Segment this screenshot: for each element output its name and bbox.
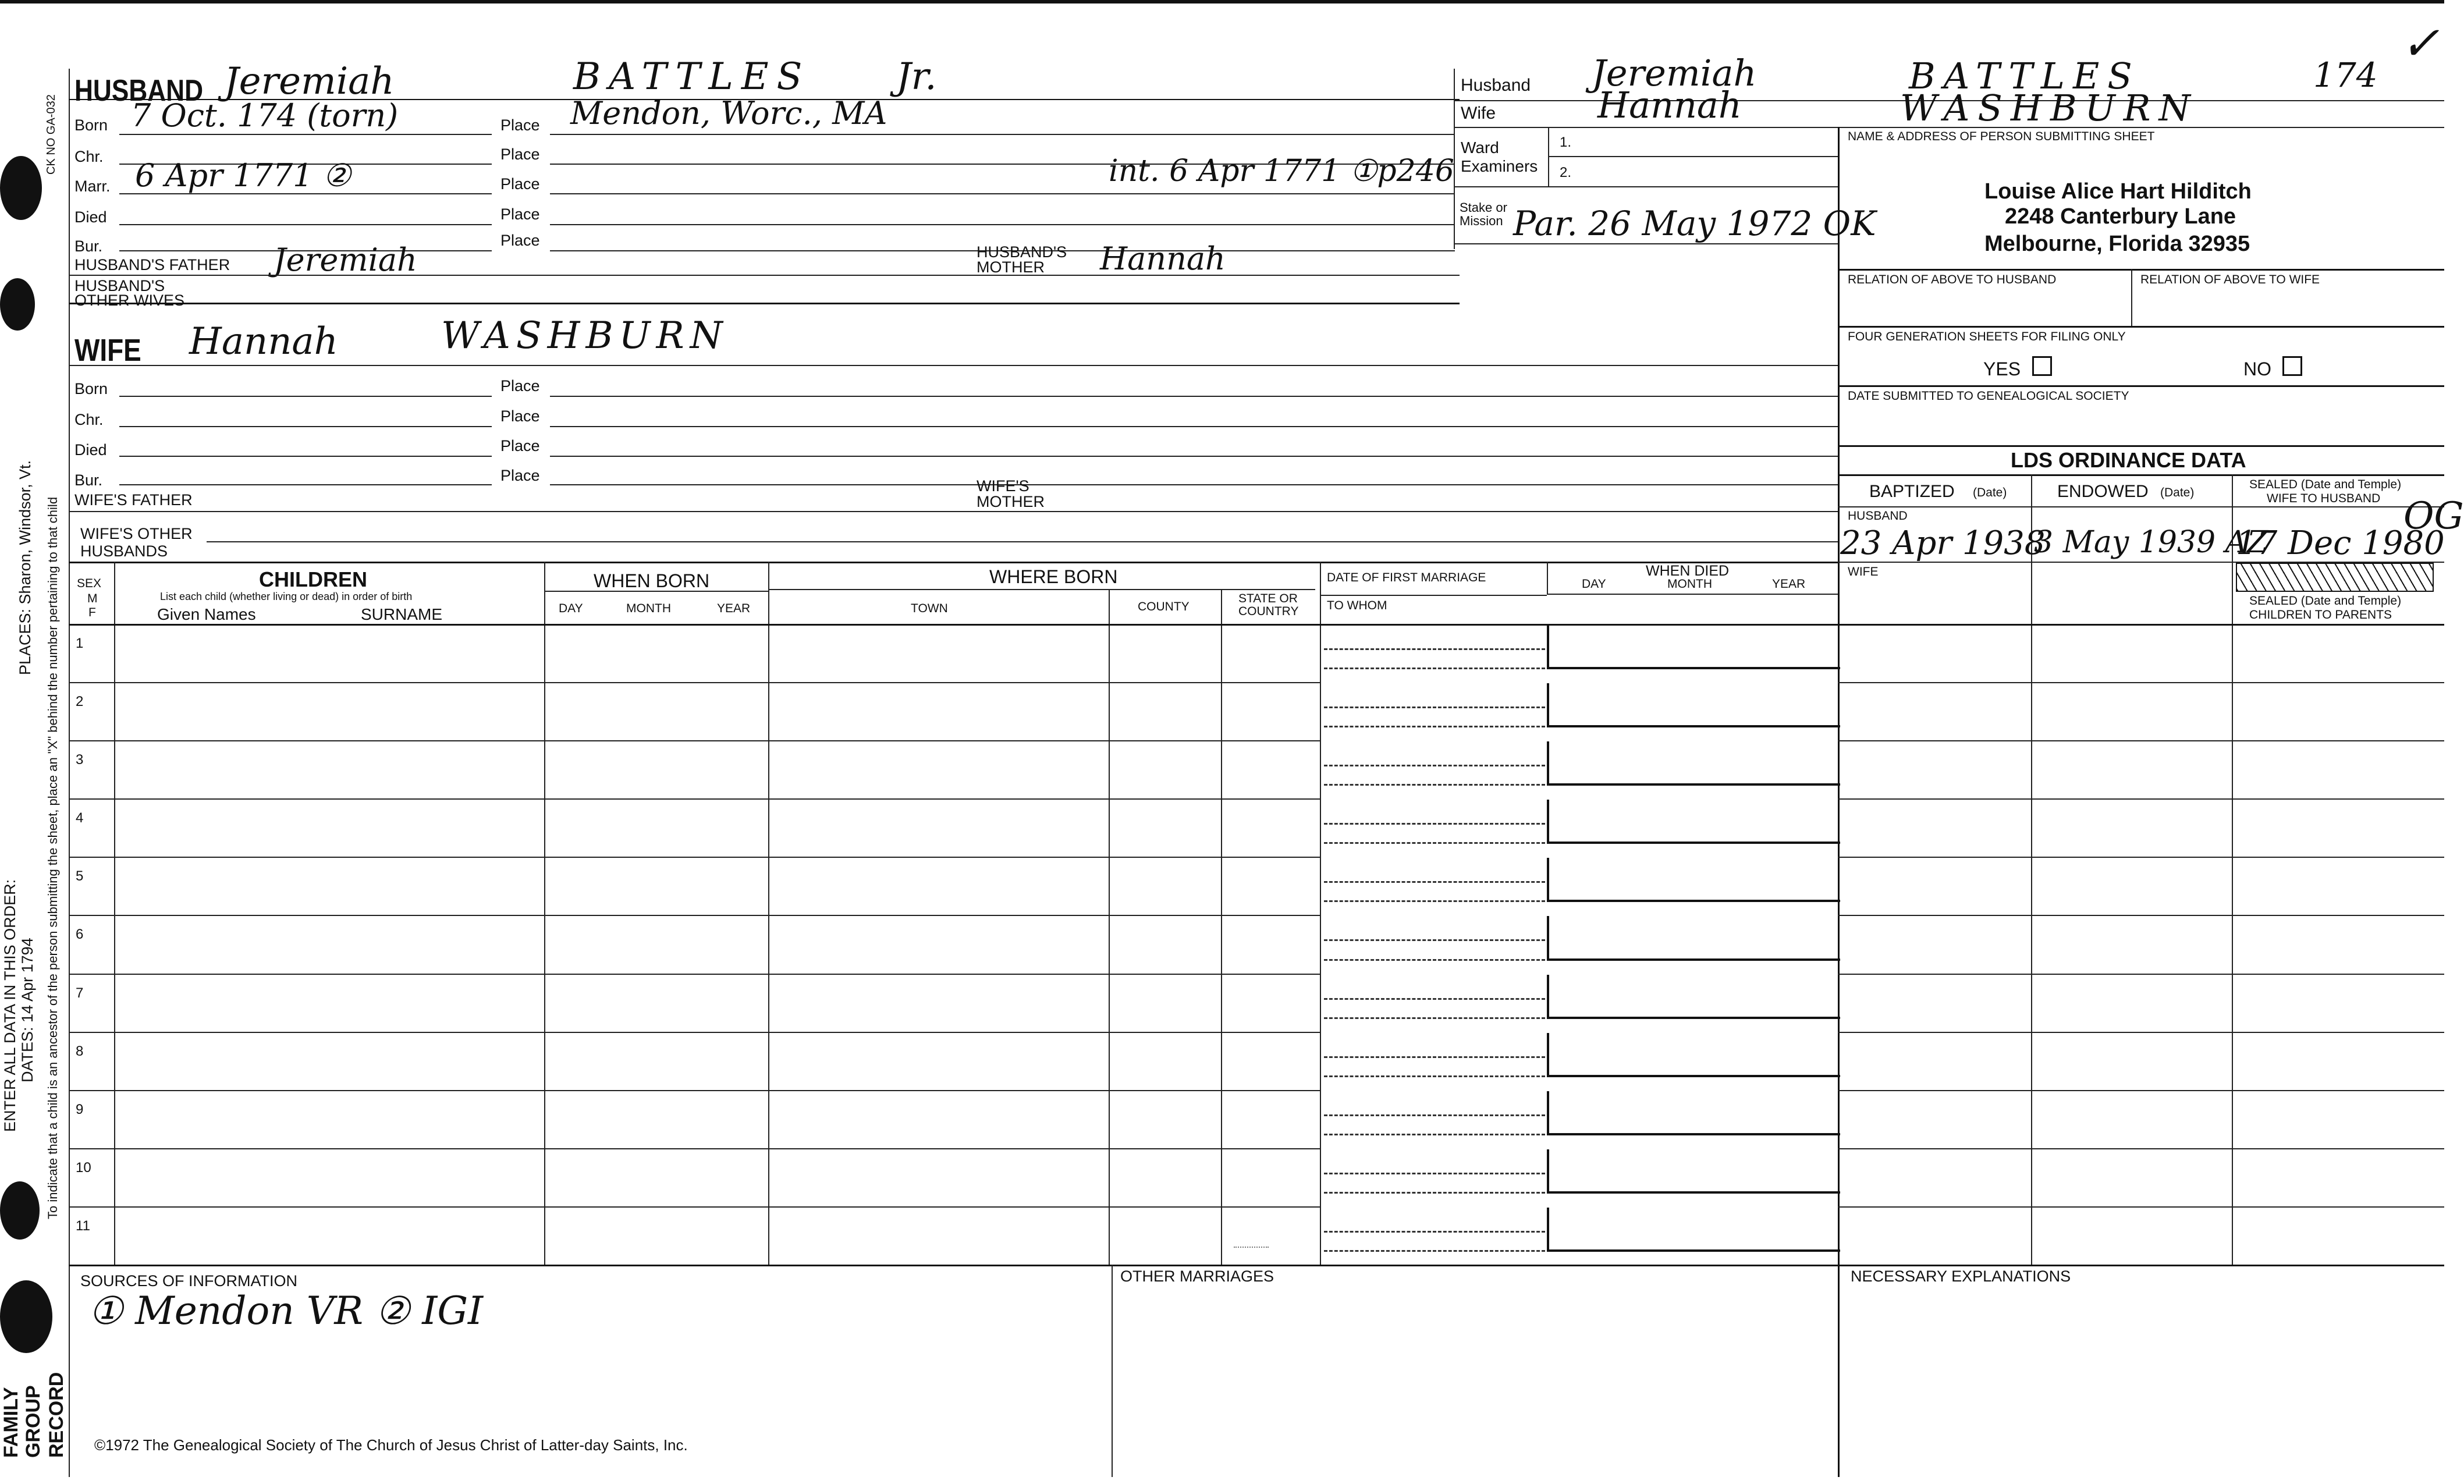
bottom-divider-1 xyxy=(1112,1265,1113,1477)
death-date-bracket xyxy=(1547,1091,1840,1135)
husband-marr-value[interactable]: 6 Apr 1771 ② xyxy=(135,157,352,194)
binder-hole-2 xyxy=(0,278,35,331)
died-day-label: DAY xyxy=(1582,577,1606,591)
lds-husband-endowed[interactable]: 3 May 1939 AZ xyxy=(2034,525,2268,560)
marriage-whom-dash xyxy=(1324,726,1545,727)
submitter-label: NAME & ADDRESS OF PERSON SUBMITTING SHEET xyxy=(1848,130,2155,143)
town-label: TOWN xyxy=(911,602,948,615)
husband-father-value[interactable]: Jeremiah xyxy=(274,242,417,278)
death-date-bracket xyxy=(1547,625,1840,669)
relation-bottom-line xyxy=(1838,326,2444,328)
when-born-underline xyxy=(544,591,768,592)
necessary-label: NECESSARY EXPLANATIONS xyxy=(1851,1268,2071,1285)
sealed-wife-label-1: SEALED (Date and Temple) xyxy=(2249,478,2402,491)
death-date-bracket xyxy=(1547,858,1840,902)
died-month-label: MONTH xyxy=(1667,577,1712,591)
children-instructions: List each child (whether living or dead) in order of birth xyxy=(160,591,413,602)
death-date-bracket xyxy=(1547,1208,1840,1252)
first-marriage-dash xyxy=(1324,1114,1545,1116)
wife-chr-place-label: Place xyxy=(500,407,540,425)
death-date-bracket xyxy=(1547,1033,1840,1077)
lds-husband-baptized[interactable]: 23 Apr 1938 xyxy=(1840,524,2046,562)
wife-born-line xyxy=(119,396,492,397)
stray-marks xyxy=(1234,1247,1269,1259)
wife-bur-place-label: Place xyxy=(500,467,540,484)
page-top-edge xyxy=(0,0,2444,3)
child-row-number: 8 xyxy=(76,1043,84,1059)
wife-born-place-line xyxy=(550,396,1838,397)
husband-other-wives-label-2: OTHER WIVES xyxy=(74,292,185,309)
first-marriage-dash xyxy=(1324,939,1545,941)
lds-hatch-area xyxy=(2236,563,2434,592)
husband-marr-line xyxy=(119,193,492,194)
death-date-bracket xyxy=(1547,916,1840,960)
marriage-whom-dash xyxy=(1324,668,1545,669)
wife-other-husbands-line xyxy=(207,541,1838,542)
wife-mother-label-2: MOTHER xyxy=(977,493,1045,510)
date-submitted-label: DATE SUBMITTED TO GENEALOGICAL SOCIETY xyxy=(1848,389,2129,403)
lds-row-line xyxy=(1838,915,2444,916)
where-born-underline xyxy=(768,589,1315,590)
husband-born-place-line xyxy=(550,134,1455,135)
examiner-1: 1. xyxy=(1560,134,1572,150)
sex-label: SEX xyxy=(77,577,102,590)
ward-bottom-line xyxy=(1454,243,1839,244)
lds-row-line xyxy=(1838,1206,2444,1208)
wife-surname[interactable]: WASHBURN xyxy=(441,314,729,357)
when-died-underline xyxy=(1547,594,1838,595)
col-name-divider xyxy=(544,562,545,1266)
first-marriage-dash xyxy=(1324,1056,1545,1058)
other-marriages-label: OTHER MARRIAGES xyxy=(1120,1268,1274,1285)
four-gen-bottom-line xyxy=(1838,385,2444,387)
examiner-2: 2. xyxy=(1560,165,1572,180)
first-marriage-dash xyxy=(1324,1173,1545,1174)
submitter-name[interactable]: Louise Alice Hart Hilditch xyxy=(1984,179,2252,204)
children-table-bottom xyxy=(69,1265,2444,1266)
sealed-children-label-2: CHILDREN TO PARENTS xyxy=(2249,608,2392,622)
first-marriage-dash xyxy=(1324,765,1545,766)
husband-born-line xyxy=(119,134,492,135)
no-label: NO xyxy=(2243,358,2271,379)
stake-label: Stake or Mission xyxy=(1460,200,1507,229)
husband-surname[interactable]: BATTLES xyxy=(573,55,811,98)
wife-bur-place-line xyxy=(550,484,1838,485)
marriage-whom-dash xyxy=(1324,959,1545,961)
husband-heading: HUSBAND xyxy=(74,74,203,108)
child-row-line xyxy=(69,740,1320,741)
children-surname-label: SURNAME xyxy=(361,605,443,623)
four-gen-label: FOUR GENERATION SHEETS FOR FILING ONLY xyxy=(1848,330,2126,343)
husband-suffix[interactable]: Jr. xyxy=(896,55,937,98)
child-row-line xyxy=(69,1032,1320,1033)
wife-died-place-line xyxy=(550,456,1838,457)
col-state-divider xyxy=(1320,562,1321,1266)
husband-bur-place-label: Place xyxy=(500,232,540,249)
husband-marr-int-value[interactable]: int. 6 Apr 1771 ①p246 xyxy=(1109,154,1454,189)
lds-row-line xyxy=(1838,974,2444,975)
husband-born-value[interactable]: 7 Oct. 174 (torn) xyxy=(131,97,399,134)
first-marriage-dash xyxy=(1324,823,1545,825)
yes-label: YES xyxy=(1983,358,2021,379)
children-header-bottom xyxy=(69,624,2444,626)
child-row-number: 10 xyxy=(76,1159,91,1176)
relation-divider xyxy=(2131,269,2132,327)
sealed-children-label-1: SEALED (Date and Temple) xyxy=(2249,594,2402,608)
baptized-date-label: (Date) xyxy=(1973,486,2007,499)
husband-bur-label: Bur. xyxy=(74,237,103,255)
ward-wife-surname[interactable]: WASHBURN xyxy=(1900,87,2199,129)
sex-f-label: F xyxy=(88,606,96,619)
death-date-bracket xyxy=(1547,741,1840,786)
lds-sealed-value[interactable]: 17 Dec 1980 xyxy=(2236,524,2445,562)
husband-given-name[interactable]: Jeremiah xyxy=(224,60,395,103)
husband-marr-place-line xyxy=(550,193,1455,194)
first-marriage-dash xyxy=(1324,1231,1545,1233)
husband-died-place-label: Place xyxy=(500,205,540,223)
submitter-street[interactable]: 2248 Canterbury Lane xyxy=(2005,204,2236,229)
husband-born-label: Born xyxy=(74,116,108,134)
wife-chr-line xyxy=(119,426,492,427)
husband-marr-place-label: Place xyxy=(500,175,540,193)
first-marriage-header-line xyxy=(1320,595,1547,596)
lds-row-line xyxy=(1838,682,2444,683)
child-row-number: 4 xyxy=(76,810,84,826)
examiner-1-line xyxy=(1548,156,1839,157)
examiners-divider xyxy=(1548,128,1549,186)
ward-husband-label: Husband xyxy=(1461,76,1531,95)
wife-heading: WIFE xyxy=(74,333,141,368)
wife-mother-label-1: WIFE'S xyxy=(977,477,1029,495)
lds-title-line xyxy=(1838,474,2444,476)
wife-born-place-label: Place xyxy=(500,377,540,395)
born-year-label: YEAR xyxy=(717,602,751,615)
death-date-bracket xyxy=(1547,975,1840,1019)
examiners-label: Examiners xyxy=(1461,157,1538,175)
ward-husband-given[interactable]: Jeremiah xyxy=(1592,52,1757,94)
marriage-whom-dash xyxy=(1324,1192,1545,1194)
lds-row-line xyxy=(1838,740,2444,741)
child-row-line xyxy=(69,798,1320,800)
lds-row-line xyxy=(1838,1148,2444,1149)
marriage-whom-dash xyxy=(1324,1017,1545,1019)
child-row-number: 5 xyxy=(76,868,84,885)
dates-line: DATES: 14 Apr 1794 xyxy=(19,938,36,1082)
child-row-number: 3 xyxy=(76,752,84,768)
ward-mid-line xyxy=(1454,186,1839,187)
marriage-whom-dash xyxy=(1324,1250,1545,1252)
form-code: CK NO GA-032 xyxy=(45,94,58,175)
husband-born-place-label: Place xyxy=(500,116,540,134)
sources-value[interactable]: ① Mendon VR ② IGI xyxy=(88,1288,484,1333)
form-title-group: GROUP xyxy=(22,1385,44,1458)
death-date-bracket xyxy=(1547,1149,1840,1194)
copyright-line: ©1972 The Genealogical Society of The Church of Jesus Christ of Latter-day Saints, Inc. xyxy=(94,1436,688,1454)
form-title-record: RECORD xyxy=(45,1372,68,1458)
baptized-label: BAPTIZED xyxy=(1869,482,1955,501)
col-sex-divider xyxy=(114,562,115,1266)
child-row-number: 7 xyxy=(76,985,84,1001)
husband-chr-place-label: Place xyxy=(500,145,540,163)
husband-chr-label: Chr. xyxy=(74,148,104,165)
first-marriage-dash xyxy=(1324,648,1545,650)
wife-name-line xyxy=(69,365,1838,366)
ward-wife-line xyxy=(1454,127,2444,128)
no-checkbox[interactable] xyxy=(2282,356,2302,376)
husband-died-line xyxy=(119,224,492,225)
husband-mother-label-2: MOTHER xyxy=(977,258,1045,276)
wife-father-line xyxy=(69,511,1838,512)
ward-husband-surname[interactable]: BATTLES xyxy=(1909,55,2140,97)
places-line: PLACES: Sharon, Windsor, Vt. xyxy=(16,460,34,675)
wife-born-label: Born xyxy=(74,380,108,397)
lds-row-line xyxy=(1838,1090,2444,1091)
col-born-divider xyxy=(768,562,769,1266)
enter-order-line: ENTER ALL DATA IN THIS ORDER: xyxy=(1,879,19,1132)
ward-wife-given[interactable]: Hannah xyxy=(1597,84,1742,126)
child-row-line xyxy=(69,974,1320,975)
child-row-number: 2 xyxy=(76,694,84,710)
first-marriage-dash xyxy=(1324,881,1545,883)
relation-husband-label: RELATION OF ABOVE TO HUSBAND xyxy=(1848,273,2057,286)
wife-other-husbands-label-1: WIFE'S OTHER xyxy=(80,525,193,542)
wife-died-label: Died xyxy=(74,441,107,459)
lds-row-line xyxy=(1838,857,2444,858)
state-label-2: COUNTRY xyxy=(1238,605,1299,618)
indicate-note: To indicate that a child is an ancestor of the person submitting the sheet, place an "X" behind the number pertaining to that child xyxy=(45,496,60,1219)
children-title: CHILDREN xyxy=(259,567,367,591)
first-marriage-dash xyxy=(1324,998,1545,1000)
col-died-divider xyxy=(1547,562,1548,594)
lds-header-line xyxy=(1838,506,2444,507)
check-mark: ✓ xyxy=(2401,16,2440,70)
col-county-divider xyxy=(1221,589,1222,1266)
lds-col-2 xyxy=(2232,474,2233,1265)
wife-given-name[interactable]: Hannah xyxy=(189,320,338,363)
marriage-whom-dash xyxy=(1324,900,1545,902)
husband-other-wives-label-1: HUSBAND'S xyxy=(74,277,165,294)
where-born-label: WHERE BORN xyxy=(989,566,1118,587)
child-row-number: 6 xyxy=(76,926,84,943)
given-names-label: Given Names xyxy=(157,605,256,623)
husband-born-place-value[interactable]: Mendon, Worc., MA xyxy=(570,95,887,132)
born-month-label: MONTH xyxy=(626,602,671,615)
lds-col-1 xyxy=(2031,474,2032,1265)
sex-m-label: M xyxy=(87,592,98,605)
child-row-line xyxy=(69,915,1320,916)
wife-chr-place-line xyxy=(550,426,1838,427)
wife-bur-line xyxy=(119,484,492,485)
lds-title: LDS ORDINANCE DATA xyxy=(2011,448,2246,472)
state-label-1: STATE OR xyxy=(1238,592,1298,605)
husband-father-label: HUSBAND'S FATHER xyxy=(74,256,230,274)
husband-section-bottom xyxy=(69,303,1460,304)
marriage-whom-dash xyxy=(1324,842,1545,844)
lds-sealed-code[interactable]: OG xyxy=(2403,495,2464,538)
binder-hole-4 xyxy=(0,1280,52,1353)
endowed-label: ENDOWED xyxy=(2057,482,2149,501)
binder-hole-1 xyxy=(0,156,42,220)
lds-husband-label: HUSBAND xyxy=(1848,509,1908,523)
child-row-line xyxy=(69,682,1320,683)
child-row-line xyxy=(69,1148,1320,1149)
husband-died-place-line xyxy=(550,224,1455,225)
husband-mother-label-1: HUSBAND'S xyxy=(977,243,1067,261)
first-marriage-dash xyxy=(1324,707,1545,708)
wife-died-line xyxy=(119,456,492,457)
first-marriage-label: DATE OF FIRST MARRIAGE xyxy=(1327,571,1486,584)
yes-checkbox[interactable] xyxy=(2032,356,2052,376)
child-row-number: 1 xyxy=(76,636,84,651)
lds-row-line xyxy=(1838,1032,2444,1033)
child-row-number: 9 xyxy=(76,1101,84,1117)
ward-wife-label: Wife xyxy=(1461,104,1496,123)
stake-value[interactable]: Par. 26 May 1972 OK xyxy=(1513,204,1876,243)
death-date-bracket xyxy=(1547,683,1840,727)
wife-father-label: WIFE'S FATHER xyxy=(74,491,193,509)
ward-box-left xyxy=(1454,69,1455,249)
when-born-label: WHEN BORN xyxy=(594,570,710,591)
sources-label: SOURCES OF INFORMATION xyxy=(80,1272,298,1290)
child-row-line xyxy=(69,1206,1320,1208)
wife-died-place-label: Place xyxy=(500,437,540,455)
col-town-divider xyxy=(1109,589,1110,1266)
wife-bur-label: Bur. xyxy=(74,471,103,489)
husband-marr-label: Marr. xyxy=(74,177,111,195)
submitter-bottom-line xyxy=(1838,269,2444,271)
endowed-date-label: (Date) xyxy=(2160,486,2195,499)
wife-chr-label: Chr. xyxy=(74,411,104,428)
lds-wife-label: WIFE xyxy=(1848,565,1879,578)
child-row-line xyxy=(69,857,1320,858)
when-died-label: WHEN DIED xyxy=(1646,563,1730,579)
marriage-whom-dash xyxy=(1324,784,1545,786)
lds-row-line xyxy=(1838,798,2444,800)
husband-father-line xyxy=(69,275,1460,276)
relation-wife-label: RELATION OF ABOVE TO WIFE xyxy=(2140,273,2320,286)
county-label: COUNTY xyxy=(1138,600,1190,613)
ward-label: Ward xyxy=(1461,139,1499,157)
sealed-wife-label-2: WIFE TO HUSBAND xyxy=(2267,492,2381,505)
husband-mother-value[interactable]: Hannah xyxy=(1100,240,1226,277)
form-title-family: FAMILY xyxy=(0,1387,22,1458)
death-date-bracket xyxy=(1547,800,1840,844)
wife-other-husbands-label-2: HUSBANDS xyxy=(80,542,168,560)
died-year-label: YEAR xyxy=(1772,577,1806,591)
husband-died-label: Died xyxy=(74,208,107,226)
marriage-whom-dash xyxy=(1324,1134,1545,1135)
ward-husband-number[interactable]: 174 xyxy=(2313,55,2378,95)
child-row-number: 11 xyxy=(76,1217,90,1234)
wife-section-bottom xyxy=(69,562,1838,563)
marriage-whom-dash xyxy=(1324,1075,1545,1077)
child-row-line xyxy=(69,1090,1320,1091)
binder-hole-3 xyxy=(0,1181,40,1240)
to-whom-label: TO WHOM xyxy=(1327,599,1387,612)
date-submitted-bottom-line xyxy=(1838,445,2444,447)
submitter-city[interactable]: Melbourne, Florida 32935 xyxy=(1984,232,2250,256)
born-day-label: DAY xyxy=(559,602,583,615)
